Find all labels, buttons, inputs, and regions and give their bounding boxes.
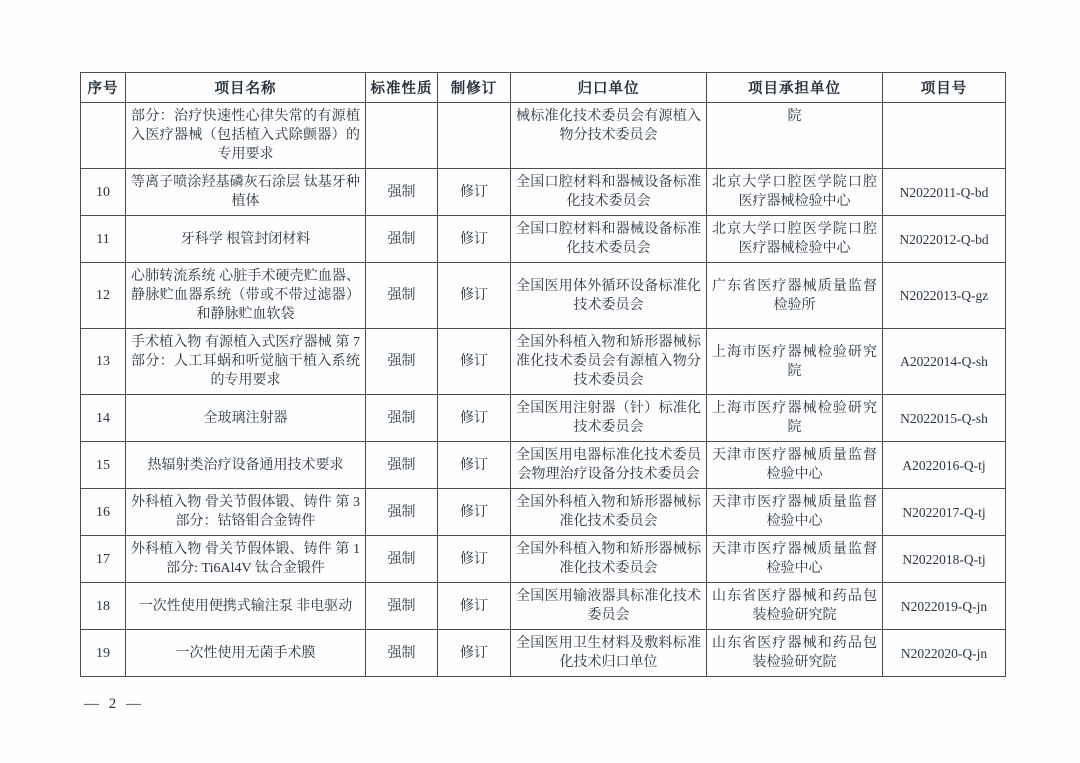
cell-standard-nature: 强制	[366, 395, 438, 442]
cell-standard-nature: 强制	[366, 169, 438, 216]
cell-project-id: N2022018-Q-tj	[883, 536, 1006, 583]
cell-project-id: N2022012-Q-bd	[883, 216, 1006, 263]
cell-authority-unit: 全国外科植入物和矫形器械标准化技术委员会	[511, 489, 707, 536]
cell-project-id: N2022020-Q-jn	[883, 630, 1006, 677]
cell-standard-nature: 强制	[366, 536, 438, 583]
header-standard-nature: 标准性质	[366, 73, 438, 103]
cell-project-name: 手术植入物 有源植入式医疗器械 第 7 部分：人工耳蜗和听觉脑干植入系统的专用要求	[126, 329, 366, 395]
cell-serial-number: 15	[81, 442, 126, 489]
cell-standard-nature: 强制	[366, 442, 438, 489]
cell-project-name: 热辐射类治疗设备通用技术要求	[126, 442, 366, 489]
table-row	[81, 169, 1006, 216]
cell-standard-nature: 强制	[366, 329, 438, 395]
table-row	[81, 216, 1006, 263]
cell-standard-nature: 强制	[366, 263, 438, 329]
cell-project-name: 外科植入物 骨关节假体锻、铸件 第 3 部分：钴铬钼合金铸件	[126, 489, 366, 536]
page-number: — 2 —	[84, 696, 144, 712]
cell-serial-number: 13	[81, 329, 126, 395]
cell-standard-nature: 强制	[366, 489, 438, 536]
table-row	[81, 103, 1006, 169]
cell-project-name: 心肺转流系统 心脏手术硬壳贮血器、静脉贮血器系统（带或不带过滤器）和静脉贮血软袋	[126, 263, 366, 329]
cell-authority-unit: 械标准化技术委员会有源植入物分技术委员会	[511, 103, 707, 169]
cell-project-id: N2022013-Q-gz	[883, 263, 1006, 329]
table-row	[81, 442, 1006, 489]
table-row	[81, 630, 1006, 677]
cell-project-name: 全玻璃注射器	[126, 395, 366, 442]
cell-revision-type: 修订	[438, 395, 511, 442]
cell-undertaking-unit: 天津市医疗器械质量监督检验中心	[707, 536, 883, 583]
cell-undertaking-unit: 山东省医疗器械和药品包装检验研究院	[707, 630, 883, 677]
cell-project-name: 部分：治疗快速性心律失常的有源植入医疗器械（包括植入式除颤器）的专用要求	[126, 103, 366, 169]
cell-serial-number: 16	[81, 489, 126, 536]
header-serial-number: 序号	[81, 73, 126, 103]
header-project-name: 项目名称	[126, 73, 366, 103]
cell-project-id: A2022014-Q-sh	[883, 329, 1006, 395]
cell-authority-unit: 全国外科植入物和矫形器械标准化技术委员会有源植入物分技术委员会	[511, 329, 707, 395]
cell-authority-unit: 全国外科植入物和矫形器械标准化技术委员会	[511, 536, 707, 583]
cell-authority-unit: 全国口腔材料和器械设备标准化技术委员会	[511, 169, 707, 216]
cell-project-id: N2022019-Q-jn	[883, 583, 1006, 630]
cell-revision-type: 修订	[438, 263, 511, 329]
cell-authority-unit: 全国口腔材料和器械设备标准化技术委员会	[511, 216, 707, 263]
table-row	[81, 263, 1006, 329]
table-row	[81, 395, 1006, 442]
cell-revision-type: 修订	[438, 442, 511, 489]
cell-revision-type: 修订	[438, 630, 511, 677]
cell-undertaking-unit: 北京大学口腔医学院口腔医疗器械检验中心	[707, 169, 883, 216]
cell-project-id: N2022011-Q-bd	[883, 169, 1006, 216]
cell-authority-unit: 全国医用体外循环设备标准化技术委员会	[511, 263, 707, 329]
cell-serial-number: 11	[81, 216, 126, 263]
cell-standard-nature: 强制	[366, 630, 438, 677]
cell-project-name: 牙科学 根管封闭材料	[126, 216, 366, 263]
cell-revision-type: 修订	[438, 583, 511, 630]
cell-project-id: A2022016-Q-tj	[883, 442, 1006, 489]
cell-undertaking-unit: 山东省医疗器械和药品包装检验研究院	[707, 583, 883, 630]
header-row	[81, 73, 1006, 103]
cell-undertaking-unit: 北京大学口腔医学院口腔医疗器械检验中心	[707, 216, 883, 263]
cell-serial-number: 14	[81, 395, 126, 442]
cell-undertaking-unit: 天津市医疗器械质量监督检验中心	[707, 442, 883, 489]
cell-serial-number: 17	[81, 536, 126, 583]
standards-table	[80, 72, 1006, 677]
cell-serial-number: 19	[81, 630, 126, 677]
cell-undertaking-unit: 广东省医疗器械质量监督检验所	[707, 263, 883, 329]
cell-standard-nature: 强制	[366, 216, 438, 263]
cell-undertaking-unit: 上海市医疗器械检验研究院	[707, 395, 883, 442]
header-revision-type: 制修订	[438, 73, 511, 103]
cell-authority-unit: 全国医用注射器（针）标准化技术委员会	[511, 395, 707, 442]
cell-revision-type: 修订	[438, 329, 511, 395]
cell-serial-number: 18	[81, 583, 126, 630]
cell-authority-unit: 全国医用卫生材料及敷料标准化技术归口单位	[511, 630, 707, 677]
table-body	[81, 103, 1006, 677]
header-authority-unit: 归口单位	[511, 73, 707, 103]
cell-project-id	[883, 103, 1006, 169]
header-project-id: 项目号	[883, 73, 1006, 103]
cell-standard-nature: 强制	[366, 583, 438, 630]
cell-project-name: 一次性使用便携式输注泵 非电驱动	[126, 583, 366, 630]
cell-project-id: N2022017-Q-tj	[883, 489, 1006, 536]
cell-serial-number: 12	[81, 263, 126, 329]
cell-revision-type: 修订	[438, 489, 511, 536]
cell-revision-type: 修订	[438, 169, 511, 216]
cell-project-name: 外科植入物 骨关节假体锻、铸件 第 1 部分: Ti6Al4V 钛合金锻件	[126, 536, 366, 583]
cell-revision-type: 修订	[438, 536, 511, 583]
table-row	[81, 329, 1006, 395]
table-row	[81, 536, 1006, 583]
cell-project-name: 一次性使用无菌手术膜	[126, 630, 366, 677]
table-header	[81, 73, 1006, 103]
table-row	[81, 583, 1006, 630]
cell-project-name: 等离子喷涂羟基磷灰石涂层 钛基牙种植体	[126, 169, 366, 216]
cell-authority-unit: 全国医用输液器具标准化技术委员会	[511, 583, 707, 630]
cell-revision-type	[438, 103, 511, 169]
cell-revision-type: 修订	[438, 216, 511, 263]
cell-undertaking-unit: 天津市医疗器械质量监督检验中心	[707, 489, 883, 536]
cell-authority-unit: 全国医用电器标准化技术委员会物理治疗设备分技术委员会	[511, 442, 707, 489]
cell-project-id: N2022015-Q-sh	[883, 395, 1006, 442]
table-row	[81, 489, 1006, 536]
header-undertaking-unit: 项目承担单位	[707, 73, 883, 103]
cell-standard-nature	[366, 103, 438, 169]
cell-serial-number: 10	[81, 169, 126, 216]
cell-serial-number	[81, 103, 126, 169]
cell-undertaking-unit: 院	[707, 103, 883, 169]
cell-undertaking-unit: 上海市医疗器械检验研究院	[707, 329, 883, 395]
